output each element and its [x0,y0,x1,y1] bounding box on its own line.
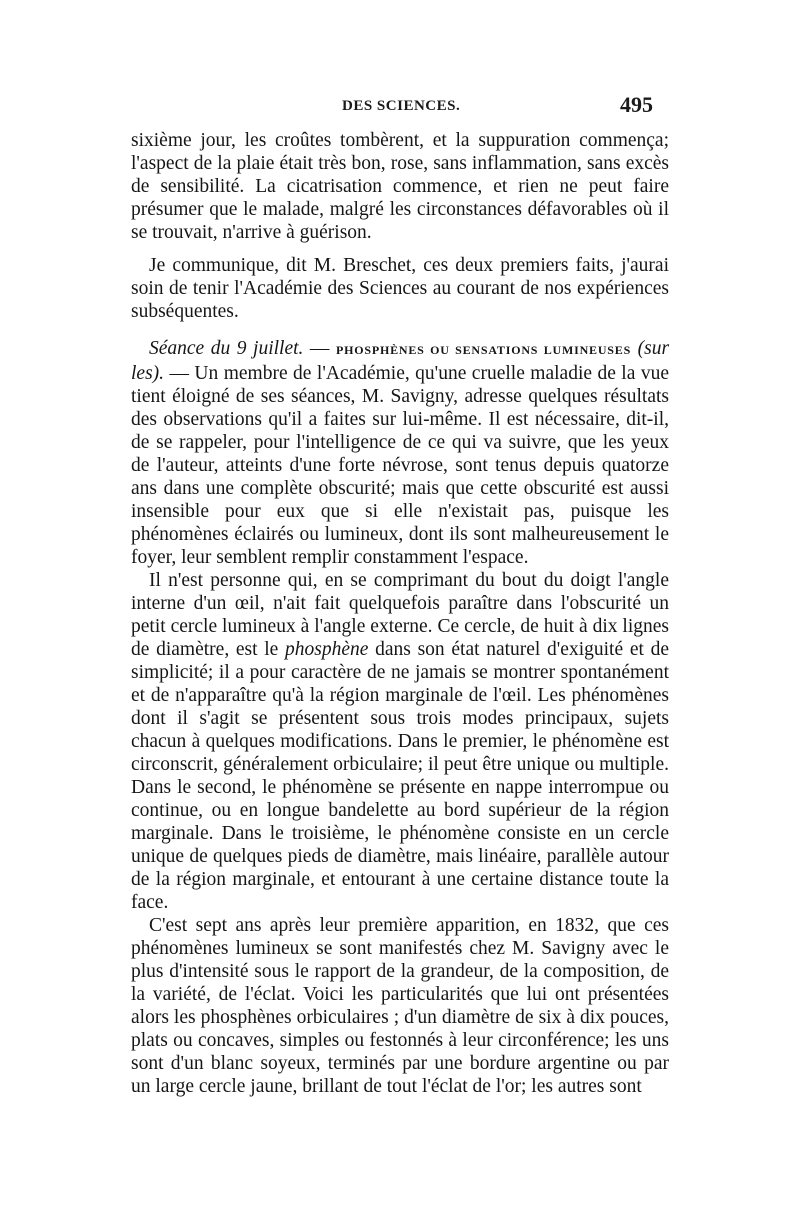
body-text [131,129,669,1098]
paragraph-2: Je communique, dit M. Breschet, ces deux premiers faits, j'aurai soin de tenir l'Académie des Sciences au courant de nos expériences subséquentes. [131,255,669,322]
paragraph-4-part-a: Il n'est personne qui, en se comprimant du bout du doigt l'angle interne d'un œil, n'ait fait quelquefois paraître dans l'obscurité un petit cercle lumineux à l'angle externe. Ce cercle, de huit à dix lignes de diamètre, est le [131,570,669,660]
session-date: Séance du 9 juillet. [149,338,304,359]
phosphene-term: phosphène [285,639,369,660]
section-title: PHOSPHÈNES OU SENSATIONS LUMINEUSES [335,343,632,357]
page-number: 495 [620,92,653,117]
paragraph-4-part-b: dans son état naturel d'exiguité et de simplicité; il a pour caractère de ne jamais se montrer spontanément et de n'apparaître qu'à la région marginale de l'œil. Les phénomènes dont il s'agit se présentent sous trois modes principaux, sujets chacun à quelques modifications. Dans le premier, le phénomène est circonscrit, généralement orbiculaire; il peut être unique ou multiple. Dans le second, le phénomène se présente en nappe interrompue ou continue, ou en longue bandelette au bord supérieur de la région marginale. Dans le troisième, le phénomène consiste en un cercle unique de quelques pieds de diamètre, mais linéaire, parallèle autour de la région marginale, et entourant à une certaine distance toute la face. [131,639,670,913]
dash: — [303,338,336,359]
paragraph-4 [131,569,669,914]
page-header [0,92,800,122]
section-title-suffix: (sur les). [131,338,670,384]
paragraph-3 [131,337,669,569]
paragraph-1: sixième jour, les croûtes tombèrent, et la suppuration commença; l'aspect de la plaie était très bon, rose, sans inflammation, sans excès de sensibilité. La cicatrisation commence, et rien ne peut faire présumer que le malade, malgré les circonstances défavorables où il se trouvait, n'arrive à guérison. [131,130,669,243]
running-title: DES SCIENCES. [342,98,461,114]
paragraph-5: C'est sept ans après leur première apparition, en 1832, que ces phénomènes lumineux se sont manifestés chez M. Savigny avec le plus d'intensité sous le rapport de la grandeur, de la composition, de la variété, de l'éclat. Voici les particularités que lui ont présentées alors les phosphènes orbiculaires ; d'un diamètre de six à dix pouces, plats ou concaves, simples ou festonnés à leur circonférence; les uns sont d'un blanc soyeux, terminés par une bordure argentine ou par un large cercle jaune, brillant de tout l'éclat de l'or; les autres sont [131,915,669,1097]
paragraph-3-text: — Un membre de l'Académie, qu'une cruelle maladie de la vue tient éloigné de ses séances, M. Savigny, adresse quelques résultats des observations qu'il a faites sur lui-même. Il est nécessaire, dit-il, de se rappeler, pour l'intelligence de ce qui va suivre, que les yeux de l'auteur, atteints d'une forte névrose, sont tenus depuis quatorze ans dans une complète obscurité; mais que cette obscurité est aussi insensible pour eux que si elle n'existait pas, puisque les phénomènes éclairés ou lumineux, dont ils sont malheureusement le foyer, leur semblent remplir constamment l'espace. [131,363,669,568]
